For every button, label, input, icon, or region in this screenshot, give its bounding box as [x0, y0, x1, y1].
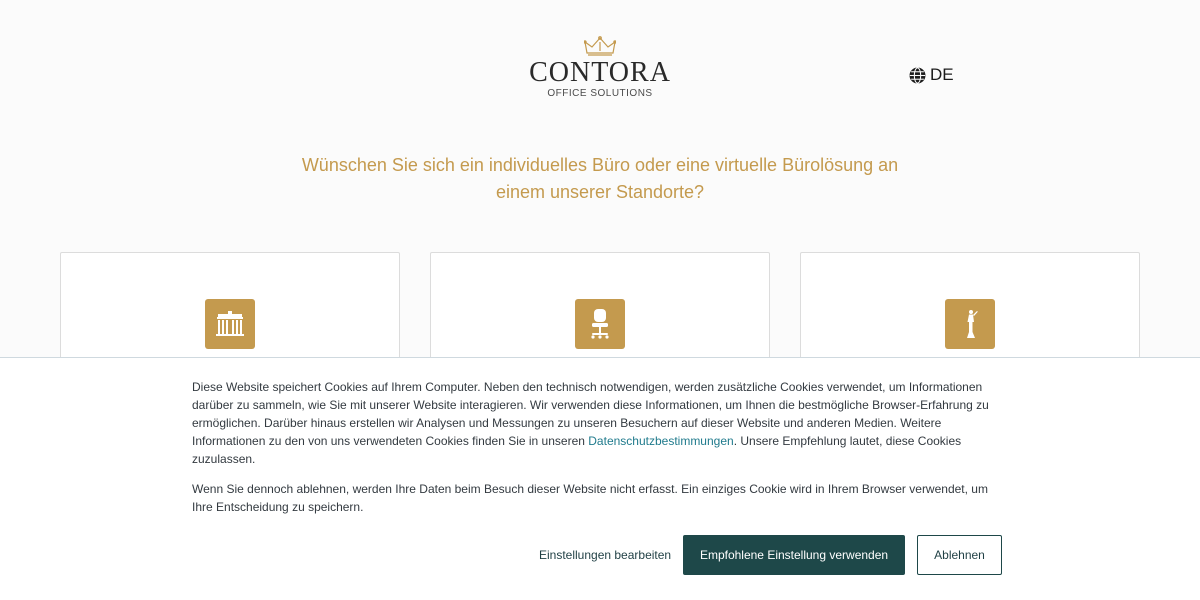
language-label: DE — [930, 65, 954, 84]
edit-settings-button[interactable]: Einstellungen bearbeiten — [532, 535, 678, 575]
cookie-text — [192, 378, 1002, 528]
statue-badge — [945, 299, 995, 349]
globe-icon — [909, 67, 926, 84]
language-switcher[interactable] — [909, 65, 954, 85]
site-header — [0, 0, 1200, 130]
crown-icon — [584, 36, 616, 56]
cookie-paragraph-2: Wenn Sie dennoch ablehnen, werden Ihre Daten beim Besuch dieser Website nicht erfasst. Ein einziges Cookie wird in Ihrem Browser verwendet, um Ihre Entscheidung zu speichern. — [192, 482, 988, 514]
cookie-paragraph-1-start: Diese Website speichert Cookies auf Ihrem Computer. Neben den technisch notwendigen, werden zusätzliche Cookies verwendet, um Informationen darüber zu sammeln, wie Sie mit unserer Website interagieren. Wir verwenden diese Informationen, um Ihnen die bestmögliche Browser-Erfahrung zu ermöglichen. Darüber hinaus erstellen wir Analysen und Messungen zu unseren Besuchern auf dieser Website und anderen Medien. Weitere Informationen zu den von uns verwendeten Cookies finden Sie in unseren — [192, 380, 989, 448]
cookie-consent-banner — [0, 357, 1200, 600]
brand-name: CONTORA — [529, 57, 671, 88]
accept-recommended-button[interactable]: Empfohlene Einstellung verwenden — [683, 535, 905, 575]
brandenburg-gate-icon — [215, 310, 245, 338]
statue-icon — [960, 308, 980, 340]
logo[interactable] — [520, 36, 680, 100]
brand-tagline: OFFICE SOLUTIONS — [547, 88, 653, 99]
office-chair-icon — [588, 308, 612, 340]
privacy-policy-link[interactable]: Datenschutzbestimmungen — [588, 434, 734, 448]
decline-button[interactable]: Ablehnen — [917, 535, 1002, 575]
brandenburg-gate-badge — [205, 299, 255, 349]
office-chair-badge — [575, 299, 625, 349]
cookie-paragraph-1 — [192, 378, 1002, 468]
cookie-paragraph-1-end: . Unsere Empfehlung lautet, diese Cookies zuzulassen. — [192, 434, 962, 466]
page-headline: Wünschen Sie sich ein individuelles Büro oder eine virtuelle Bürolösung an einem unserer Standorte? — [301, 155, 899, 202]
